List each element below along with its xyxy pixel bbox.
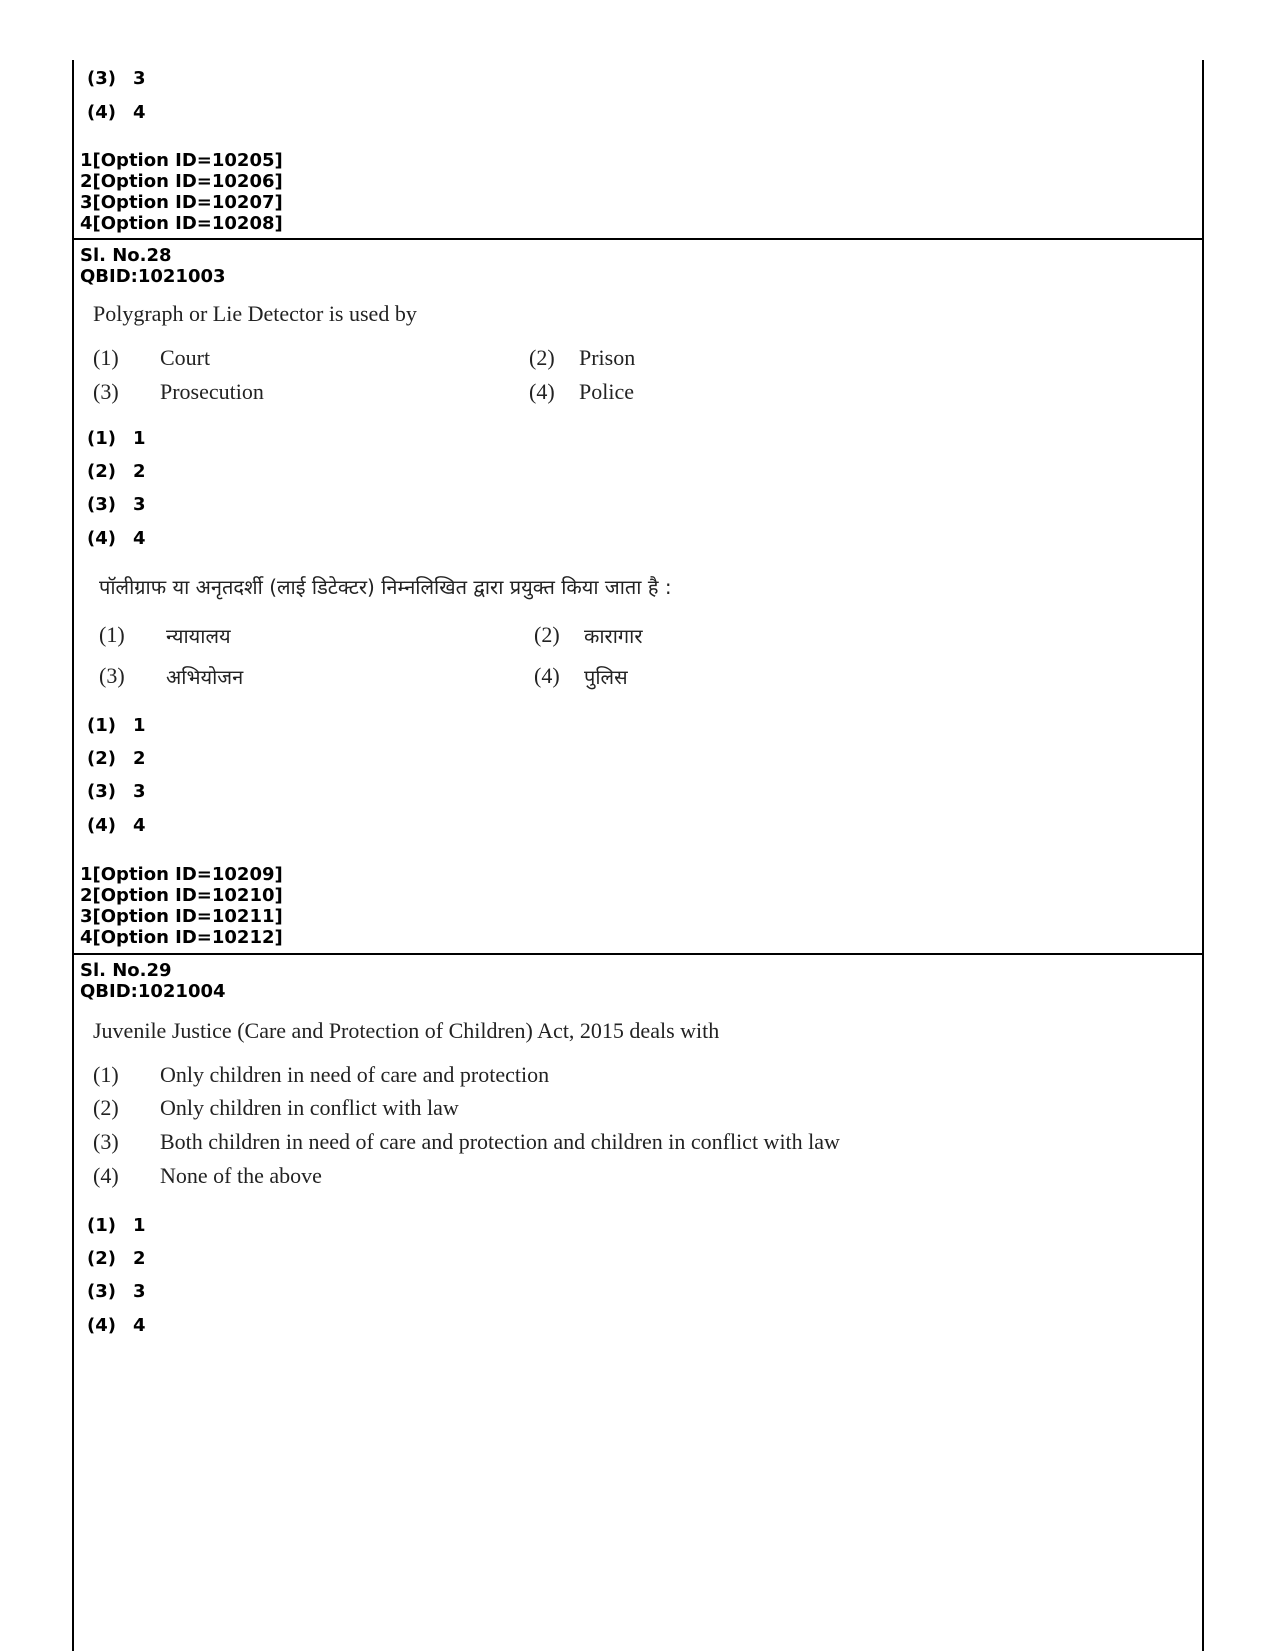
option-number: (1) (93, 1062, 119, 1087)
serial-number: Sl. No.28 (80, 245, 172, 266)
serial-number: Sl. No.29 (80, 960, 172, 981)
option-text: Only children in need of care and protection (160, 1062, 550, 1087)
question-bank-id: QBID:1021004 (80, 981, 226, 1002)
option-text: None of the above (160, 1163, 322, 1188)
option-text: न्यायालय (166, 624, 231, 648)
answer-choice: (4) 4 (87, 102, 146, 123)
answer-choice: (1) 1 (87, 1215, 146, 1236)
question-bank-id: QBID:1021003 (80, 266, 226, 287)
option-text: पुलिस (584, 665, 628, 689)
answer-choice: (1) 1 (87, 428, 146, 449)
answer-choice: (3) 3 (87, 68, 146, 89)
option-id: 3[Option ID=10211] (80, 906, 283, 927)
answer-choice: (3) 3 (87, 1281, 146, 1302)
question-paper-frame (72, 60, 1204, 1651)
answer-choice: (4) 4 (87, 1315, 146, 1336)
option-number: (4) (534, 663, 560, 688)
option-number: (3) (99, 663, 125, 688)
answer-choice: (2) 2 (87, 1248, 146, 1269)
option-number: (2) (529, 345, 555, 370)
option-id: 2[Option ID=10206] (80, 171, 283, 192)
option-number: (2) (93, 1095, 119, 1120)
option-text: Prison (579, 345, 636, 370)
option-number: (3) (93, 1129, 119, 1154)
answer-choice: (1) 1 (87, 715, 146, 736)
option-id: 4[Option ID=10212] (80, 927, 283, 948)
option-text: Court (160, 345, 211, 370)
option-text: Prosecution (160, 379, 264, 404)
option-number: (4) (529, 379, 555, 404)
question-text-english: Polygraph or Lie Detector is used by (93, 301, 417, 326)
question-text-hindi: पॉलीग्राफ या अनृतदर्शी (लाई डिटेक्टर) निम्नलिखित द्वारा प्रयुक्त किया जाता है : (99, 575, 672, 599)
option-id: 2[Option ID=10210] (80, 885, 283, 906)
answer-choice: (2) 2 (87, 748, 146, 769)
question-text-english: Juvenile Justice (Care and Protection of Children) Act, 2015 deals with (93, 1018, 720, 1043)
answer-choice: (3) 3 (87, 781, 146, 802)
option-number: (1) (93, 345, 119, 370)
section-divider (74, 953, 1202, 955)
option-number: (3) (93, 379, 119, 404)
answer-choice: (4) 4 (87, 815, 146, 836)
answer-choice: (2) 2 (87, 461, 146, 482)
option-text: अभियोजन (166, 665, 244, 689)
option-text: Both children in need of care and protection and children in conflict with law (160, 1129, 840, 1154)
option-number: (4) (93, 1163, 119, 1188)
option-id: 3[Option ID=10207] (80, 192, 283, 213)
option-text: Only children in conflict with law (160, 1095, 459, 1120)
option-number: (2) (534, 622, 560, 647)
option-number: (1) (99, 622, 125, 647)
option-id: 1[Option ID=10205] (80, 150, 283, 171)
answer-choice: (4) 4 (87, 528, 146, 549)
option-text: Police (579, 379, 634, 404)
section-divider (74, 238, 1202, 240)
option-id: 1[Option ID=10209] (80, 864, 283, 885)
answer-choice: (3) 3 (87, 494, 146, 515)
option-text: कारागार (584, 624, 643, 648)
option-id: 4[Option ID=10208] (80, 213, 283, 234)
